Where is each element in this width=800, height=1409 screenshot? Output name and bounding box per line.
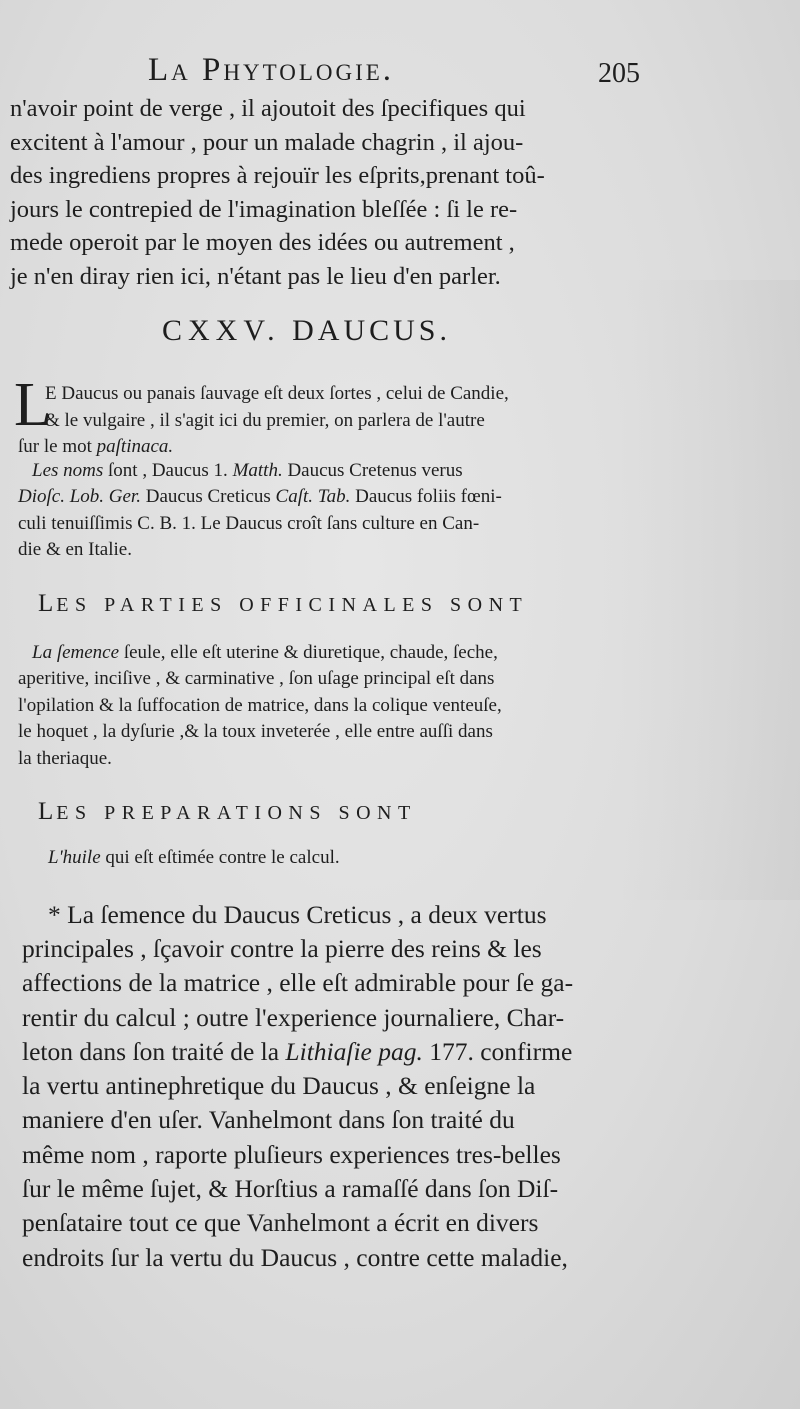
- text-line: aperitive, inciſive , & carminative , ſon uſage principal eſt dans: [18, 668, 495, 689]
- commentary-first-line: [48, 898, 698, 932]
- text-line: endroits ſur la vertu du Daucus , contre cette maladie,: [22, 1242, 568, 1272]
- cross-reference: paſtinaca.: [96, 436, 174, 457]
- text-line: Les noms ſont , Daucus 1. Matth. Daucus Cretenus verus: [32, 460, 463, 481]
- names-paragraph: [32, 458, 682, 485]
- text-line: leton dans ſon traité de la Lithiaſie pag. 177. confirme: [22, 1036, 573, 1066]
- chapter-title: DAUCUS.: [292, 314, 451, 347]
- text-line: le hoquet , la dyſurie ,& la toux inveterée , elle entre auſſi dans: [18, 721, 493, 742]
- drop-cap: L: [14, 371, 52, 439]
- text-line: La ſemence ſeule, elle eſt uterine & diuretique, chaude, ſeche,: [32, 642, 498, 663]
- preparations-paragraph: [48, 845, 698, 872]
- text-line: la theriaque.: [18, 747, 112, 769]
- section-heading-preparations: LES PREPARATIONS SONT: [38, 798, 417, 825]
- text-line: des ingrediens propres à rejouïr les eſprits,prenant toû-: [10, 162, 545, 189]
- text-line: affections de la matrice , elle eſt admirable pour ſe ga-: [22, 968, 574, 998]
- intro-paragraph: [10, 92, 660, 293]
- text-line: excitent à l'amour , pour un malade chagrin , il ajou-: [10, 128, 524, 156]
- show-through-shading: [620, 280, 800, 900]
- cited-work: Lithiaſie pag.: [285, 1036, 423, 1066]
- chapter-number: CXXV.: [162, 314, 281, 347]
- text-line: maniere d'en uſer. Vanhelmont dans ſon traité du: [22, 1105, 515, 1135]
- text-line: penſataire tout ce que Vanhelmont a écrit en divers: [22, 1208, 539, 1238]
- text-line: jours le contrepied de l'imagination bleſſée : ſi le re-: [10, 195, 518, 223]
- text-line: n'avoir point de verge , il ajoutoit des ſpecifiques qui: [10, 95, 526, 122]
- names-paragraph-cont: [18, 484, 668, 564]
- text-line: L'huile qui eſt eſtimée contre le calcul.: [48, 847, 340, 868]
- description-paragraph: [45, 381, 665, 434]
- text-line: principales , ſçavoir contre la pierre des reins & les: [22, 934, 542, 963]
- chapter-heading: [162, 314, 451, 348]
- text-line: même nom , raporte pluſieurs experiences tres-belles: [22, 1139, 561, 1169]
- text-line: la vertu antinephretique du Daucus , & enſeigne la: [22, 1071, 536, 1101]
- text-line: rentir du calcul ; outre l'experience journaliere, Char-: [22, 1002, 565, 1032]
- officinal-parts-paragraph: [32, 640, 682, 667]
- text-line: die & en Italie.: [18, 539, 132, 560]
- text-line: culi tenuiſſimis C. B. 1. Le Daucus croît ſans culture en Can-: [18, 512, 480, 534]
- text-line: mede operoit par le moyen des idées ou autrement ,: [10, 229, 515, 256]
- text-line: ſur le même ſujet, & Horſtius a ramaſſé dans ſon Diſ-: [22, 1174, 559, 1204]
- text-line: E Daucus ou panais ſauvage eſt deux ſortes , celui de Candie,: [45, 383, 509, 404]
- page-header: [0, 52, 800, 92]
- text-line: & le vulgaire , il s'agit ici du premier, on parlera de l'autre: [45, 409, 485, 431]
- officinal-parts-paragraph-cont: [18, 666, 668, 772]
- running-title: La Phytologie.: [148, 52, 395, 88]
- text-line: l'opilation & la ſuffocation de matrice, dans la colique venteuſe,: [18, 694, 502, 716]
- page-number: 205: [598, 58, 640, 89]
- commentary-paragraph: [22, 932, 672, 1275]
- section-heading-officinal-parts: LES PARTIES OFFICINALES SONT: [38, 590, 529, 617]
- text-line: Dioſc. Lob. Ger. Daucus Creticus Caſt. Tab. Daucus foliis fœni-: [18, 486, 502, 507]
- text-line: * La ſemence du Daucus Creticus , a deux vertus: [48, 900, 547, 929]
- text-line: ſur le mot paſtinaca.: [18, 436, 174, 457]
- text-line: je n'en diray rien ici, n'étant pas le lieu d'en parler.: [10, 262, 501, 290]
- description-paragraph-end: [18, 434, 668, 461]
